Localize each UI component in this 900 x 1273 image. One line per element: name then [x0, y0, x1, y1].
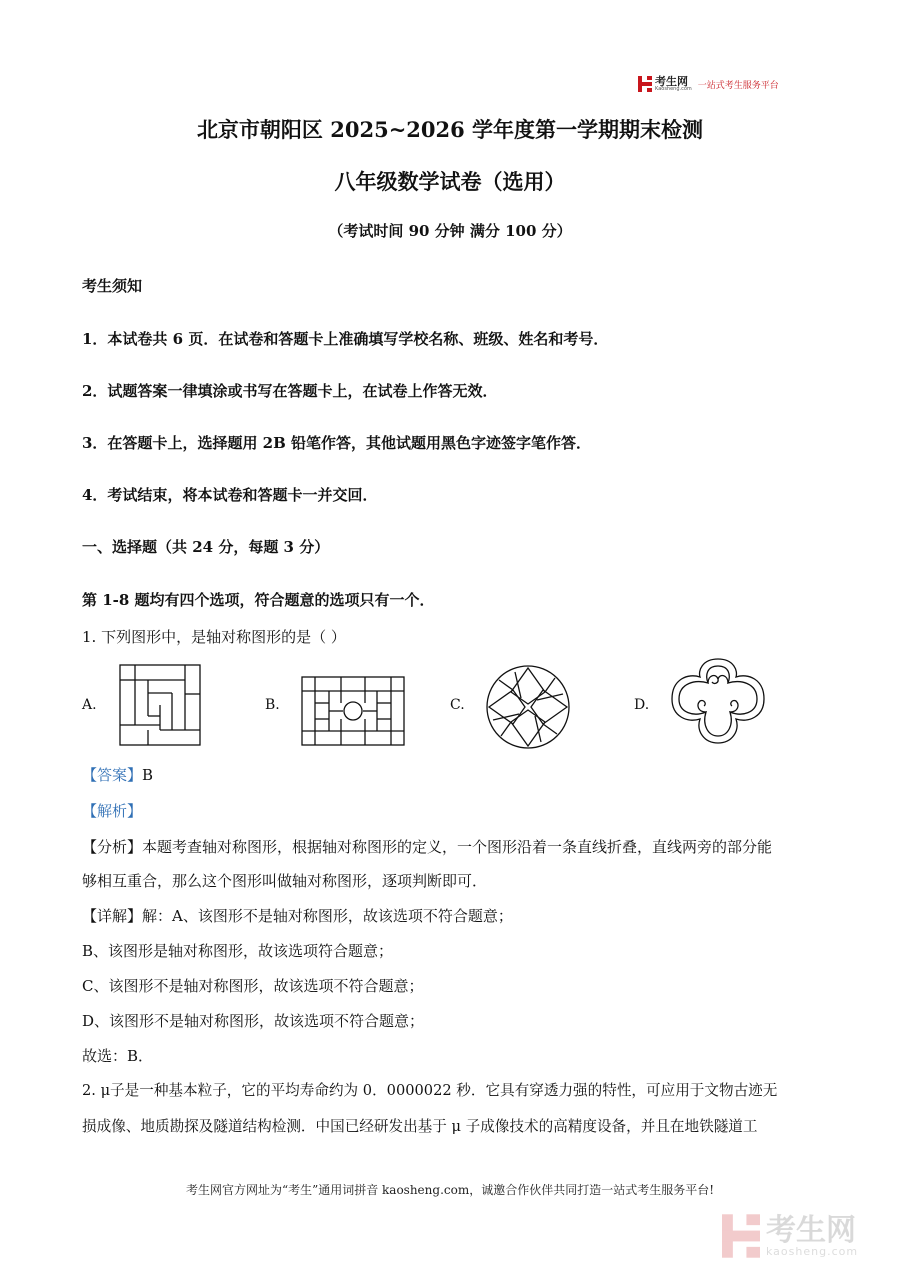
option-b-figure	[301, 676, 405, 746]
notice-item: 4．考试结束，将本试卷和答题卡一并交回．	[82, 486, 378, 504]
notice-heading: 考生须知	[82, 277, 143, 295]
watermark-logo-icon	[722, 1214, 760, 1258]
logo-domain: Kaosheng.com	[655, 86, 692, 92]
exam-duration: （考试时间 90 分钟 满分 100 分）	[328, 222, 572, 240]
section-heading: 一、选择题（共 24 分，每题 3 分）	[82, 538, 330, 556]
answer-label: 【答案】	[82, 766, 143, 784]
answer-value: B	[142, 766, 154, 784]
option-a-label: A.	[82, 697, 97, 713]
option-c-figure	[485, 664, 571, 750]
exam-subtitle: 八年级数学试卷（选用）	[334, 169, 566, 194]
watermark	[722, 1208, 882, 1264]
page-footer: 考生网官方网址为“考生”通用词拼音 kaosheng.com，诚邀合作伙伴共同打造一站式考生服务平台!	[185, 1183, 715, 1197]
option-d-figure	[668, 655, 768, 747]
logo-slogan: 一站式考生服务平台	[697, 80, 779, 91]
analysis-text: 够相互重合，那么这个图形叫做轴对称图形，逐项判断即可．	[82, 872, 488, 890]
option-a-figure	[119, 664, 201, 746]
analysis-label: 【解析】	[82, 802, 143, 820]
notice-item: 1．本试卷共 6 页．在试卷和答题卡上准确填写学校名称、班级、姓名和考号．	[82, 330, 609, 348]
detail-text: D、该图形不是轴对称图形，故该选项不符合题意；	[82, 1012, 425, 1030]
notice-item: 2．试题答案一律填涂或书写在答题卡上，在试卷上作答无效．	[82, 382, 498, 400]
section-instruction: 第 1-8 题均有四个选项，符合题意的选项只有一个．	[82, 591, 435, 609]
q2-text: 损成像、地质勘探及隧道结构检测．中国已经研发出基于 μ 子成像技术的高精度设备，并且在地铁隧道工	[82, 1118, 758, 1135]
q2-text: 2. μ子是一种基本粒子，它的平均寿命约为 0．0000022 秒．它具有穿透力强的特性，可应用于文物古迹无	[82, 1082, 778, 1099]
option-c-label: C.	[450, 697, 465, 713]
watermark-domain: kaosheng.com	[766, 1244, 859, 1258]
q1-stem: 1. 下列图形中，是轴对称图形的是（ ）	[82, 628, 346, 646]
logo-text: 考生网	[655, 75, 688, 88]
q1-answer	[82, 765, 153, 785]
notice-item: 3．在答题卡上，选择题用 2B 铅笔作答，其他试题用黑色字迹签字笔作答．	[82, 434, 591, 452]
option-b-label: B.	[265, 697, 280, 713]
detail-text: 【详解】解：A、该图形不是轴对称图形，故该选项不符合题意；	[82, 907, 513, 925]
analysis-text: 【分析】本题考查轴对称图形，根据轴对称图形的定义，一个图形沿着一条直线折叠，直线两旁的部分能	[82, 838, 773, 856]
detail-text: B、该图形是轴对称图形，故该选项符合题意；	[82, 942, 394, 960]
exam-title: 北京市朝阳区 2025~2026 学年度第一学期期末检测	[196, 117, 704, 142]
detail-text: C、该图形不是轴对称图形，故该选项不符合题意；	[82, 977, 424, 995]
header-logo	[638, 74, 779, 94]
option-d-label: D.	[634, 697, 650, 713]
watermark-text: 考生网	[766, 1212, 856, 1248]
kaosheng-logo-icon	[638, 76, 652, 92]
choice-text: 故选：B．	[82, 1047, 154, 1065]
